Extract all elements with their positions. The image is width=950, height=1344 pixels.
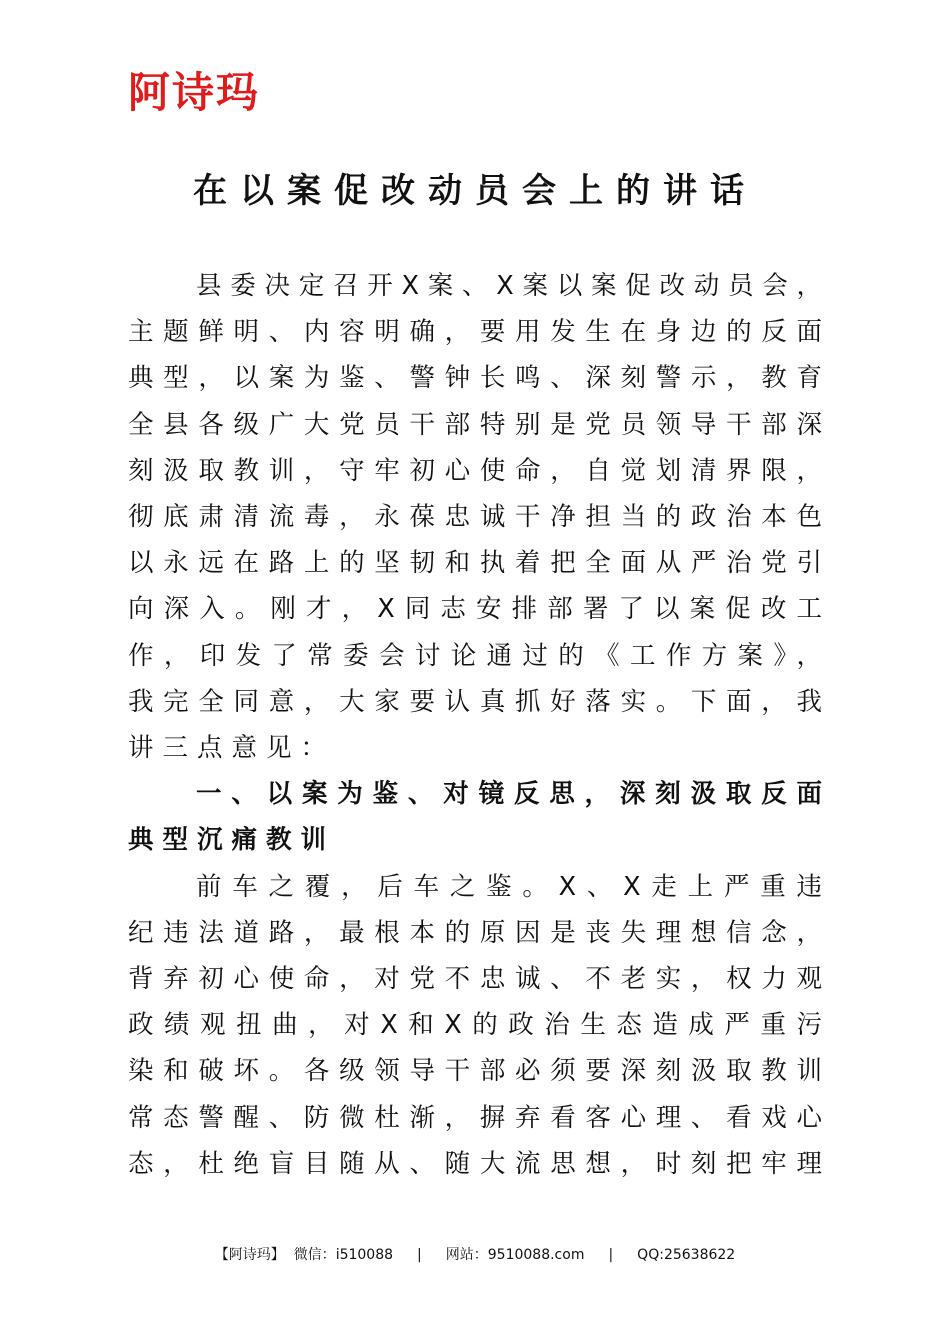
footer-site-link[interactable]: 9510088.com — [487, 1247, 585, 1263]
paragraph-line: 作，印发了常委会讨论通过的《工作方案》， — [128, 640, 822, 671]
section-heading-line: 典型沉痛教训 — [128, 825, 336, 856]
footer-qq-label: QQ: — [637, 1247, 664, 1263]
footer-wechat-label: 微信： — [293, 1247, 336, 1263]
footer-qq-value: 25638622 — [663, 1247, 736, 1263]
footer-site-label: 网站： — [445, 1247, 488, 1263]
section-heading-line: 一、以案为鉴、对镜反思，深刻汲取反面 — [196, 779, 822, 810]
paragraph-line: 县委决定召开X案、X案以案促改动员会， — [196, 271, 822, 301]
paragraph-line: 以永远在路上的坚韧和执着把全面从严治党引 — [128, 548, 822, 579]
paragraph-line: 我完全同意，大家要认真抓好落实。下面，我 — [128, 686, 822, 717]
paragraph-line: 政绩观扭曲，对X和X的政治生态造成严重污 — [128, 1010, 822, 1041]
paragraph-line: 向深入。刚才，X同志安排部署了以案促改工 — [128, 594, 822, 625]
footer-brand: 【阿诗玛】 — [214, 1247, 285, 1263]
brand-logo: 阿诗玛 — [128, 68, 261, 117]
paragraph-line: 主题鲜明、内容明确，要用发生在身边的反面 — [128, 317, 822, 348]
paragraph-line: 纪违法道路，最根本的原因是丧失理想信念， — [128, 917, 822, 948]
paragraph-line: 前车之覆，后车之鉴。X、X走上严重违 — [196, 871, 822, 902]
paragraph-line: 态，杜绝盲目随从、随大流思想，时刻把牢理 — [128, 1148, 822, 1179]
document-title: 在以案促改动员会上的讲话 — [193, 171, 757, 211]
paragraph-line: 典型，以案为鉴、警钟长鸣、深刻警示，教育 — [128, 363, 822, 394]
footer-separator: | — [608, 1247, 614, 1263]
paragraph-line: 刻汲取教训，守牢初心使命，自觉划清界限， — [128, 455, 822, 486]
paragraph-line: 全县各级广大党员干部特别是党员领导干部深 — [128, 409, 822, 440]
paragraph-line: 染和破坏。各级领导干部必须要深刻汲取教训 — [128, 1056, 822, 1087]
paragraph-line: 讲三点意见： — [128, 733, 336, 763]
footer-separator: | — [417, 1247, 422, 1263]
page-footer — [0, 1242, 950, 1268]
paragraph-line: 常态警醒、防微杜渐，摒弃看客心理、看戏心 — [128, 1102, 822, 1133]
paragraph-line: 彻底肃清流毒，永葆忠诚干净担当的政治本色 — [128, 502, 822, 532]
paragraph-line: 背弃初心使命，对党不忠诚、不老实，权力观 — [128, 964, 822, 994]
footer-wechat-value: i510088 — [335, 1247, 394, 1263]
